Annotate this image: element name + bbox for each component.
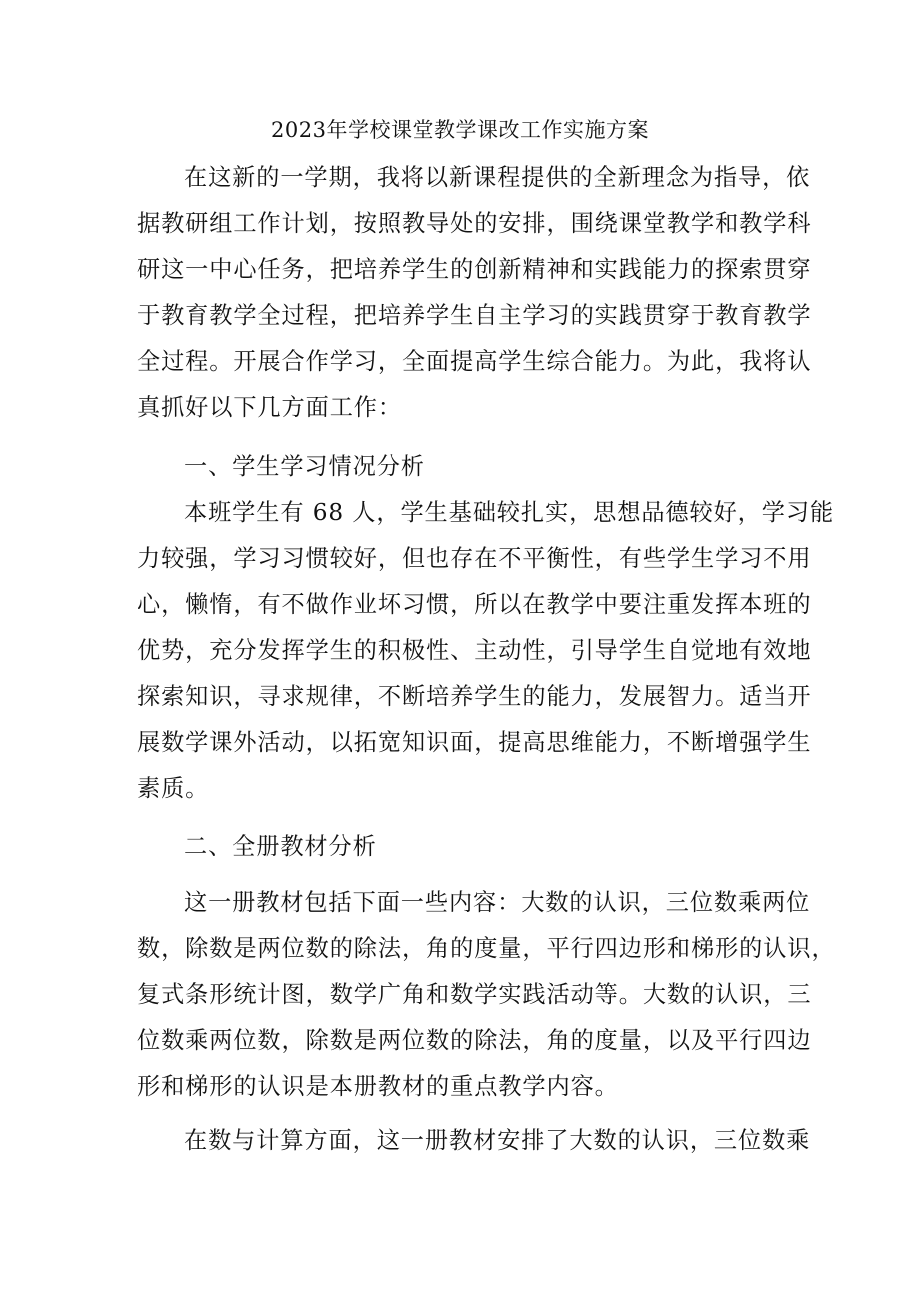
paragraph-line: 在这新的一学期，我将以新课程提供的全新理念为指导，依 [184,164,811,191]
paragraph-line: 探索知识，寻求规律，不断培养学生的能力，发展智力。适当开 [137,683,812,710]
paragraph-line: 于教育教学全过程，把培养学生自主学习的实践贯穿于教育教学 [137,302,812,329]
section-heading: 二、全册教材分析 [184,833,377,860]
paragraph-line: 力较强，学习习惯较好，但也存在不平衡性，有些学生学习不用 [137,545,812,572]
paragraph-line: 全过程。开展合作学习，全面提高学生综合能力。为此，我将认 [137,348,812,375]
paragraph-line: 在数与计算方面，这一册教材安排了大数的认识，三位数乘 [184,1127,811,1154]
paragraph-line: 形和梯形的认识是本册教材的重点教学内容。 [137,1073,619,1100]
paragraph-line: 研这一中心任务，把培养学生的创新精神和实践能力的探索贯穿 [137,256,812,283]
document-title: 2023年学校课堂教学课改工作实施方案 [271,118,649,142]
paragraph-line: 位数乘两位数，除数是两位数的除法，角的度量，以及平行四边 [137,1027,812,1054]
paragraph-line: 这一册教材包括下面一些内容：大数的认识，三位数乘两位 [184,889,811,916]
paragraph-line: 素质。 [137,775,210,802]
paragraph-line: 展数学课外活动，以拓宽知识面，提高思维能力，不断增强学生 [137,729,812,756]
paragraph-line: 优势，充分发挥学生的积极性、主动性，引导学生自觉地有效地 [137,637,812,664]
paragraph-line: 真抓好以下几方面工作： [137,394,402,421]
paragraph-line: 据教研组工作计划，按照教导处的安排，围绕课堂教学和教学科 [137,210,812,237]
paragraph-line: 本班学生有 68 人，学生基础较扎实，思想品德较好，学习能 [184,499,835,526]
section-heading: 一、学生学习情况分析 [184,453,425,480]
paragraph-line: 复式条形统计图，数学广角和数学实践活动等。大数的认识，三 [137,981,812,1008]
paragraph-line: 心，懒惰，有不做作业坏习惯，所以在教学中要注重发挥本班的 [137,591,812,618]
paragraph-line: 数，除数是两位数的除法，角的度量，平行四边形和梯形的认识， [137,935,836,962]
